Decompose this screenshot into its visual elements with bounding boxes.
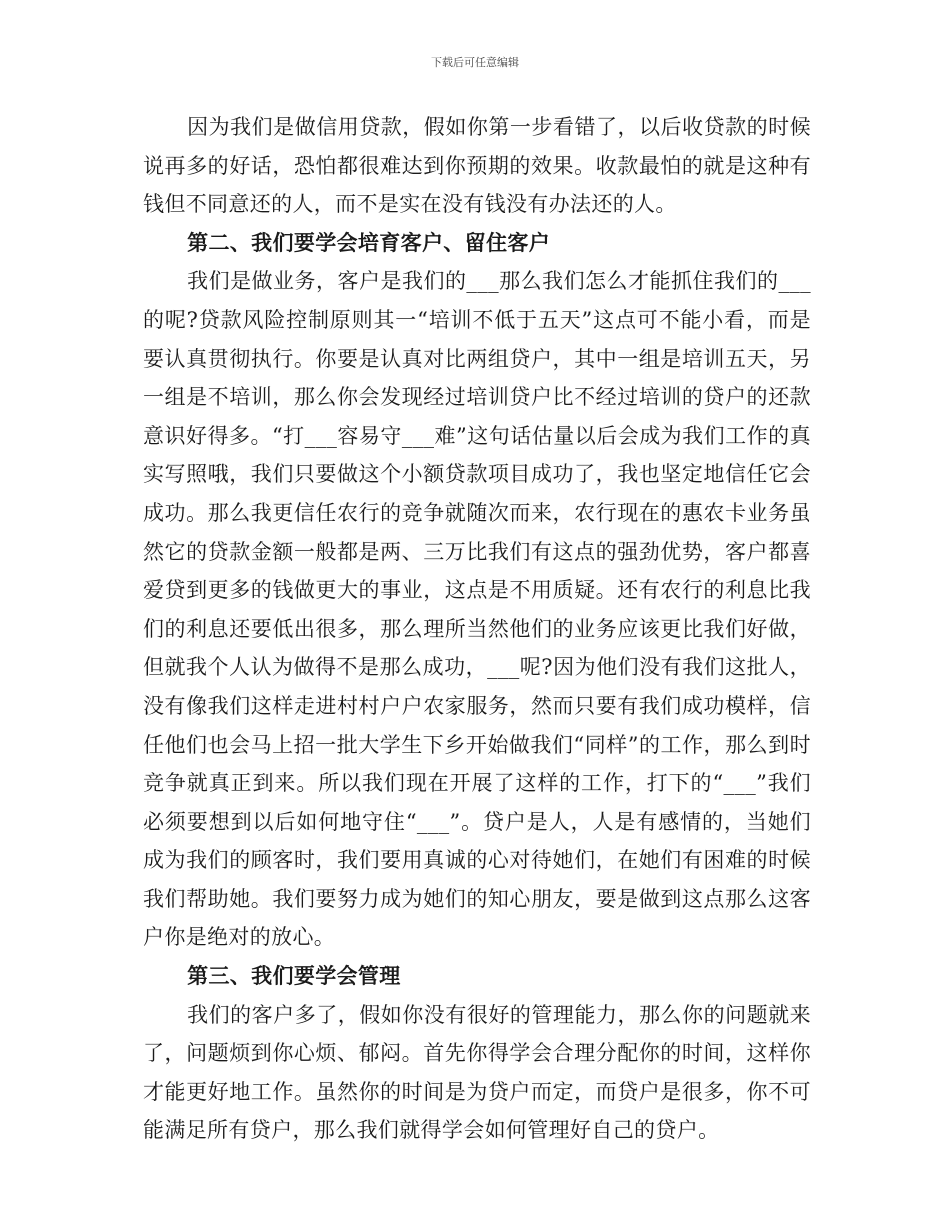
paragraph-2: 我们是做业务，客户是我们的___那么我们怎么才能抓住我们的___的呢?贷款风险控制原则其一“培训不低于五天”这点可不能小看，而是要认真贯彻执行。你要是认真对比两组贷户，其中一组是培训五天，另一组是不培训，那么你会发现经过培训贷户比不经过培训的贷户的还款意识好得多。“打___容易守___难”这句话估量以后会成为我们工作的真实写照哦，我们只要做这个小额贷款项目成功了，我也坚定地信任它会成功。那么我更信任农行的竞争就随次而来，农行现在的惠农卡业务虽然它的贷款金额一般都是两、三万比我们有这点的强劲优势，客户都喜爱贷到更多的钱做更大的事业，这点是不用质疑。还有农行的利息比我们的利息还要低出很多，那么理所当然他们的业务应该更比我们好做，但就我个人认为做得不是那么成功，___呢?因为他们没有我们这批人，没有像我们这样走进村村户户农家服务，然而只要有我们成功模样，信任他们也会马上招一批大学生下乡开始做我们“同样”的工作，那么到时竞争就真正到来。所以我们现在开展了这样的工作，打下的“___”我们必须要想到以后如何地守住“___”。贷户是人，人是有感情的，当她们成为我们的顾客时，我们要用真诚的心对待她们，在她们有困难的时候我们帮助她。我们要努力成为她们的知心朋友，要是做到这点那么这客户你是绝对的放心。 [143, 269, 811, 950]
section-heading-2: 第二、我们要学会培育客户、留住客户 [187, 229, 551, 255]
document-body [143, 108, 811, 1150]
paragraph-1: 因为我们是做信用贷款，假如你第一步看错了，以后收贷款的时候说再多的好话，恐怕都很难达到你预期的效果。收款最怕的就是这种有钱但不同意还的人，而不是实在没有钱没有办法还的人。 [143, 115, 811, 217]
section-heading-3: 第三、我们要学会管理 [187, 963, 401, 989]
paragraph-3: 我们的客户多了，假如你没有很好的管理能力，那么你的问题就来了，问题烦到你心烦、郁闷。首先你得学会合理分配你的时间，这样你才能更好地工作。虽然你的时间是为贷户而定，而贷户是很多，你不可能满足所有贷户，那么我们就得学会如何管理好自己的贷户。 [143, 1002, 811, 1143]
page-header: 下载后可任意编辑 [431, 56, 519, 69]
